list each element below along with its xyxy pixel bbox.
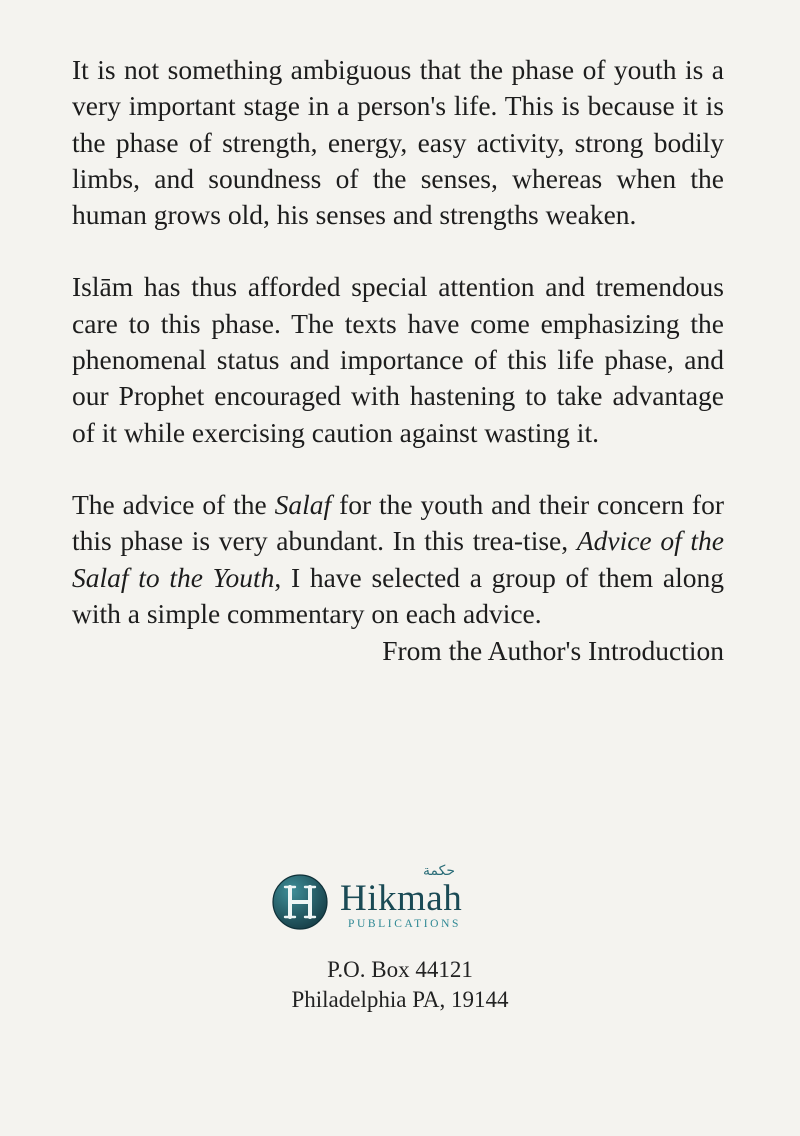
logo-name: Hikmah <box>340 878 463 919</box>
paragraph-youth-importance: It is not something ambiguous that the phase of youth is a very important stage in a person's life. This is because it is the phase of strength, energy, easy activity, strong bodily limbs, and soundness of the senses, whereas when the human grows old, his senses and strengths weaken. <box>72 54 724 231</box>
text-run: for the youth and their concern for this phase is very abundant. In this trea-tise, <box>72 488 724 557</box>
hikmah-monogram-icon <box>271 873 329 931</box>
paragraph-salaf-advice <box>72 487 724 632</box>
logo-arabic-text: حكمة <box>423 863 455 879</box>
blurb-text <box>72 52 724 669</box>
book-title-italic: Advice of the Salaf to the Youth <box>72 525 724 593</box>
attribution: From the Author's Introduction <box>382 635 724 667</box>
address-line-po-box: P.O. Box 44121 <box>327 957 473 982</box>
address-line-city: Philadelphia PA, 19144 <box>291 987 509 1012</box>
paragraph-islam-care: Islām has thus afforded special attention and tremendous care to this phase. The texts have come emphasizing the phenomenal status and importance of this life phase, and our Prophet encouraged with hastening to take advantage of it while exercising caution against wasting it. <box>72 271 724 448</box>
salaf-italic: Salaf <box>274 488 332 520</box>
publisher-address <box>200 955 600 1015</box>
text-run: , I have selected a group of them along with a simple commentary on each advice. <box>72 561 724 629</box>
publisher-logo <box>271 863 511 933</box>
logo-subtitle: PUBLICATIONS <box>348 918 461 930</box>
text-run: The advice of the <box>72 488 275 520</box>
